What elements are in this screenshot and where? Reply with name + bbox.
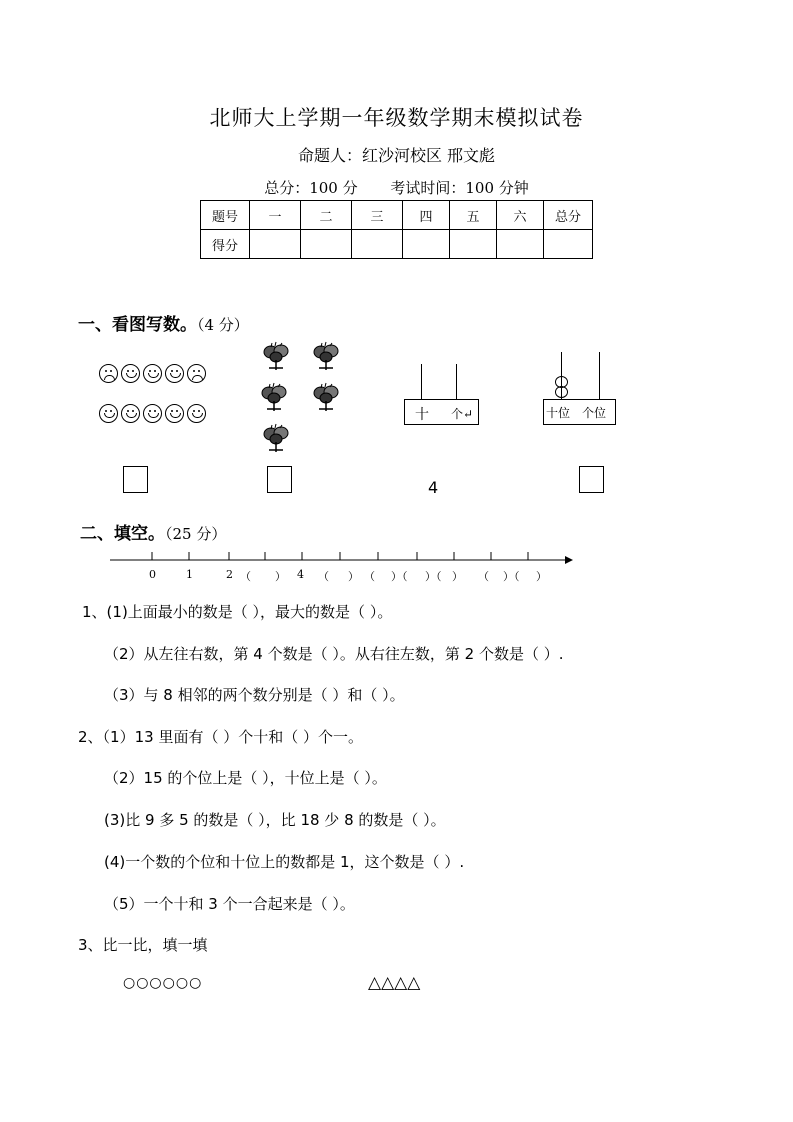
number-line-ticks bbox=[152, 552, 528, 560]
smiley-face-icon bbox=[143, 404, 162, 423]
flower-icon bbox=[314, 383, 338, 411]
score-table-row bbox=[201, 230, 593, 259]
abacus1-ones-label: 个↵ bbox=[451, 407, 474, 421]
answer-box[interactable] bbox=[579, 466, 604, 493]
score-header-cell: 题号 bbox=[201, 201, 250, 230]
tick-label: 0 bbox=[149, 568, 156, 581]
question-1-3: （3）与 8 相邻的两个数分别是（ ）和（ ）。 bbox=[104, 686, 405, 704]
flower-icon bbox=[262, 383, 286, 411]
abacus1-ones-rod bbox=[456, 364, 457, 400]
question-2-2: （2）15 的个位上是（ ），十位上是（ ）。 bbox=[104, 769, 387, 787]
tick-label: ） bbox=[452, 570, 463, 583]
score-cell[interactable] bbox=[352, 230, 403, 259]
smiley-face-icon bbox=[121, 404, 140, 423]
question-3-title: 3、比一比，填一填 bbox=[78, 936, 208, 954]
circle-shapes: ○○○○○○ bbox=[123, 975, 203, 991]
tick-label: （ bbox=[240, 570, 251, 583]
abacus1-base bbox=[404, 399, 479, 425]
number-line bbox=[110, 548, 575, 568]
score-cell[interactable] bbox=[450, 230, 497, 259]
flower-icon bbox=[264, 342, 288, 370]
smiley-face-icon bbox=[99, 404, 118, 423]
tick-label: 1 bbox=[186, 568, 193, 581]
abacus1-tens-label: 十 bbox=[415, 407, 429, 423]
tick-label: （ bbox=[364, 570, 375, 583]
tick-label: ） bbox=[348, 570, 359, 583]
question-1-1: 1、(1)上面最小的数是（ ），最大的数是（ ）。 bbox=[82, 603, 393, 621]
answer-box[interactable] bbox=[267, 466, 292, 493]
faces-row-2 bbox=[99, 403, 204, 423]
number-line-labels bbox=[0, 568, 793, 584]
section1-points: （4 分） bbox=[197, 316, 249, 334]
score-header-cell: 五 bbox=[450, 201, 497, 230]
score-row-label: 得分 bbox=[201, 230, 250, 259]
question-2-1: 2、（1）13 里面有（ ）个十和（ ）个一。 bbox=[78, 728, 363, 746]
page-title: 北师大上学期一年级数学期末模拟试卷 bbox=[209, 106, 584, 130]
smiley-face-icon bbox=[165, 404, 184, 423]
tick-label: 4 bbox=[297, 568, 304, 581]
score-cell[interactable] bbox=[497, 230, 544, 259]
author-line: 命题人：红沙河校区 邢文彪 bbox=[297, 146, 496, 165]
triangle-shapes: △△△△ bbox=[368, 973, 421, 993]
score-cell[interactable] bbox=[544, 230, 593, 259]
score-header-cell: 一 bbox=[250, 201, 301, 230]
tick-label: （ bbox=[478, 570, 489, 583]
question-2-3: (3)比 9 多 5 的数是（ ），比 18 少 8 的数是（ ）。 bbox=[104, 811, 446, 829]
question-2-5: （5）一个十和 3 个一合起来是（ ）。 bbox=[104, 895, 355, 913]
abacus1-tens-rod bbox=[421, 364, 422, 400]
smiley-face-icon bbox=[121, 364, 140, 383]
faces-row-1 bbox=[99, 363, 204, 383]
score-cell[interactable] bbox=[250, 230, 301, 259]
answer-box[interactable] bbox=[123, 466, 148, 493]
score-header-cell: 三 bbox=[352, 201, 403, 230]
score-header-cell: 四 bbox=[403, 201, 450, 230]
arrow-icon bbox=[565, 556, 573, 564]
tick-label: ） bbox=[536, 570, 547, 583]
tick-label: ）（ bbox=[425, 570, 442, 583]
given-answer: 4 bbox=[428, 478, 439, 497]
flower-icon bbox=[264, 424, 288, 452]
score-header-cell: 六 bbox=[497, 201, 544, 230]
flower-pictures bbox=[255, 338, 355, 458]
question-2-4: (4)一个数的个位和十位上的数都是 1，这个数是（ ）. bbox=[104, 853, 465, 871]
tick-label: ）（ bbox=[503, 570, 520, 583]
section2-title: 二、填空。 bbox=[80, 524, 165, 544]
flower-icon bbox=[314, 342, 338, 370]
sad-face-icon bbox=[99, 364, 118, 383]
abacus2-base bbox=[543, 399, 616, 425]
exam-info bbox=[0, 177, 793, 198]
smiley-face-icon bbox=[187, 404, 206, 423]
score-cell[interactable] bbox=[403, 230, 450, 259]
section1-title: 一、看图写数。 bbox=[78, 315, 197, 335]
tick-label: （ bbox=[318, 570, 329, 583]
score-header-cell: 总分 bbox=[544, 201, 593, 230]
total-score: 总分：100 分 bbox=[264, 179, 358, 197]
section2-heading bbox=[80, 519, 226, 544]
score-table-header-row bbox=[201, 201, 593, 230]
tick-label: ） bbox=[275, 570, 286, 583]
smiley-face-icon bbox=[143, 364, 162, 383]
exam-time: 考试时间：100 分钟 bbox=[390, 179, 529, 197]
section2-points: （25 分） bbox=[165, 525, 227, 543]
abacus-bead-icon bbox=[555, 386, 568, 398]
score-cell[interactable] bbox=[301, 230, 352, 259]
question-1-2: （2）从左往右数，第 4 个数是（ ）。从右往左数，第 2 个数是（ ）. bbox=[104, 645, 564, 663]
abacus2-tens-label: 十位 bbox=[546, 406, 571, 420]
tick-label: ）（ bbox=[391, 570, 408, 583]
abacus2-ones-label: 个位 bbox=[582, 406, 607, 420]
score-header-cell: 二 bbox=[301, 201, 352, 230]
score-table bbox=[200, 200, 593, 259]
sad-face-icon bbox=[187, 364, 206, 383]
tick-label: 2 bbox=[226, 568, 233, 581]
smiley-face-icon bbox=[165, 364, 184, 383]
section1-heading bbox=[78, 310, 249, 335]
abacus2-ones-rod bbox=[599, 352, 600, 400]
